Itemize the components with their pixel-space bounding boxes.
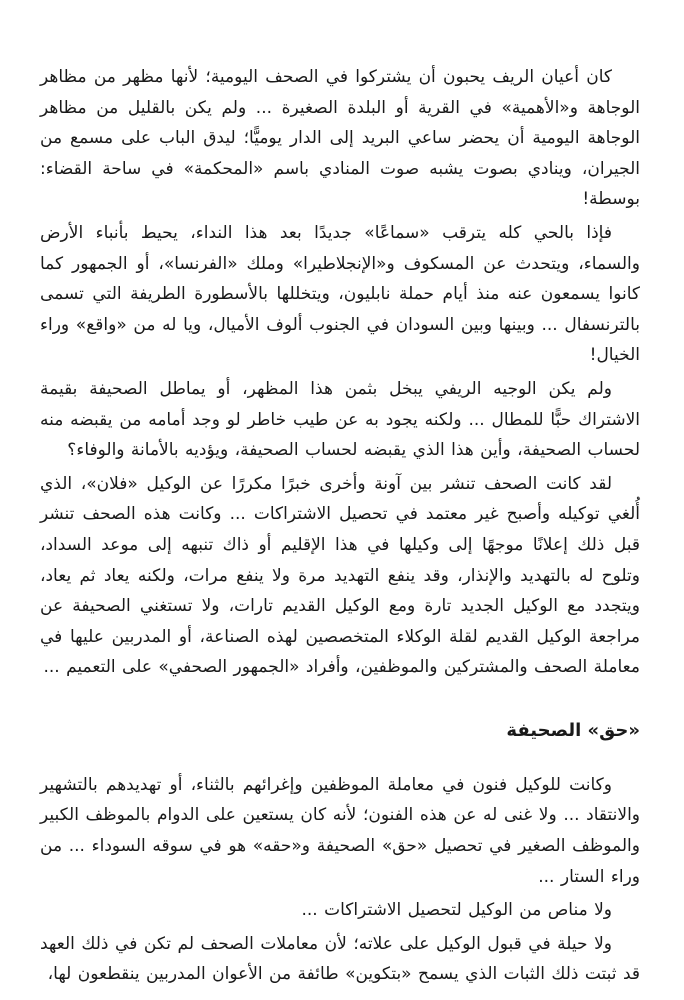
paragraph-6: ولا مناص من الوكيل لتحصيل الاشتراكات ... xyxy=(301,900,612,921)
paragraph-2: فإذا بالحي كله يترقب «سماعًا» جديدًا بعد هذا النداء، يحيط بأنباء الأرض والسماء، ويتحدث عن المسكوف و«الإنجلاطيرا» وملك «الفرنسا»، أو الجمهور كما كانوا يسمعون عنه منذ أيام حملة نابليون، ويتخللها بالأسطورة الطريفة التي تسمى بالترنسفال ... وبينها وبين السودان في الجنوب ألوف الأميال، ويا له من «واقع» وراء الخيال! xyxy=(40,222,640,366)
paragraph-3: ولم يكن الوجيه الريفي يبخل بثمن هذا المظهر، أو يماطل الصحيفة بقيمة الاشتراك حبًّا للمطال ... ولكنه يجود به عن طيب خاطر لو وجد أمامه من يقبضه منه لحساب الصحيفة، وأين هذا الذي يقبضه لحساب الصحيفة، ويؤديه بالأمانة والوفاء؟ xyxy=(40,378,640,461)
section-heading: «حق» الصحيفة xyxy=(506,719,640,741)
paragraph-4: لقد كانت الصحف تنشر بين آونة وأخرى خبرًا مكررًا عن الوكيل «فلان»، الذي أُلغي توكيله وأصبح غير معتمد في تحصيل الاشتراكات ... وكانت هذه الصحف تنشر قبل ذلك إعلانًا موجهًا إلى وكيلها في هذا الإقليم أو ذاك تنبهه إلى موعد السداد، وتلوح له بالتهديد والإنذار، وقد ينفع التهديد مرة ولا ينفع مرات، ولكنه يعاد ثم يعاد، ويتجدد مع الوكيل الجديد تارة ومع الوكيل القديم تارات، ولا تستغني الصحيفة عن مراجعة الوكيل القديم لقلة الوكلاء المتخصصين لهذه الصناعة، أو المدربين عليها في معاملة الصحف والمشتركين والموظفين، وأفراد «الجمهور الصحفي» على التعميم ... xyxy=(40,473,640,678)
book-page xyxy=(40,62,640,993)
paragraph-5: وكانت للوكيل فنون في معاملة الموظفين وإغرائهم بالثناء، أو تهديدهم بالتشهير والانتقاد ... ولا غنى له عن هذه الفنون؛ لأنه كان يستعين على الدوام بالموظف الكبير والموظف الصغير في تحصيل «حق» الصحيفة و«حقه» هو في سوقه السوداء ... من وراء الستار ... xyxy=(40,774,640,887)
paragraph-7: ولا حيلة في قبول الوكيل على علاته؛ لأن معاملات الصحف لم تكن في ذلك العهد قد ثبتت ذلك الثبات الذي يسمح «بتكوين» طائفة من الأعوان المدربين ينقطعون لها، xyxy=(40,933,640,985)
paragraph-1: كان أعيان الريف يحبون أن يشتركوا في الصحف اليومية؛ لأنها مظهر من مظاهر الوجاهة و«الأهمية» في القرية أو البلدة الصغيرة ... ولم يكن بالقليل من مظاهر الوجاهة اليومية أن يحضر ساعي البريد إلى الدار يوميًّا؛ ليدق الباب على مسمع من الجيران، وينادي بصوت يشبه صوت المنادي باسم «المحكمة» في ساحة القضاء: بوسطة! xyxy=(40,67,640,210)
